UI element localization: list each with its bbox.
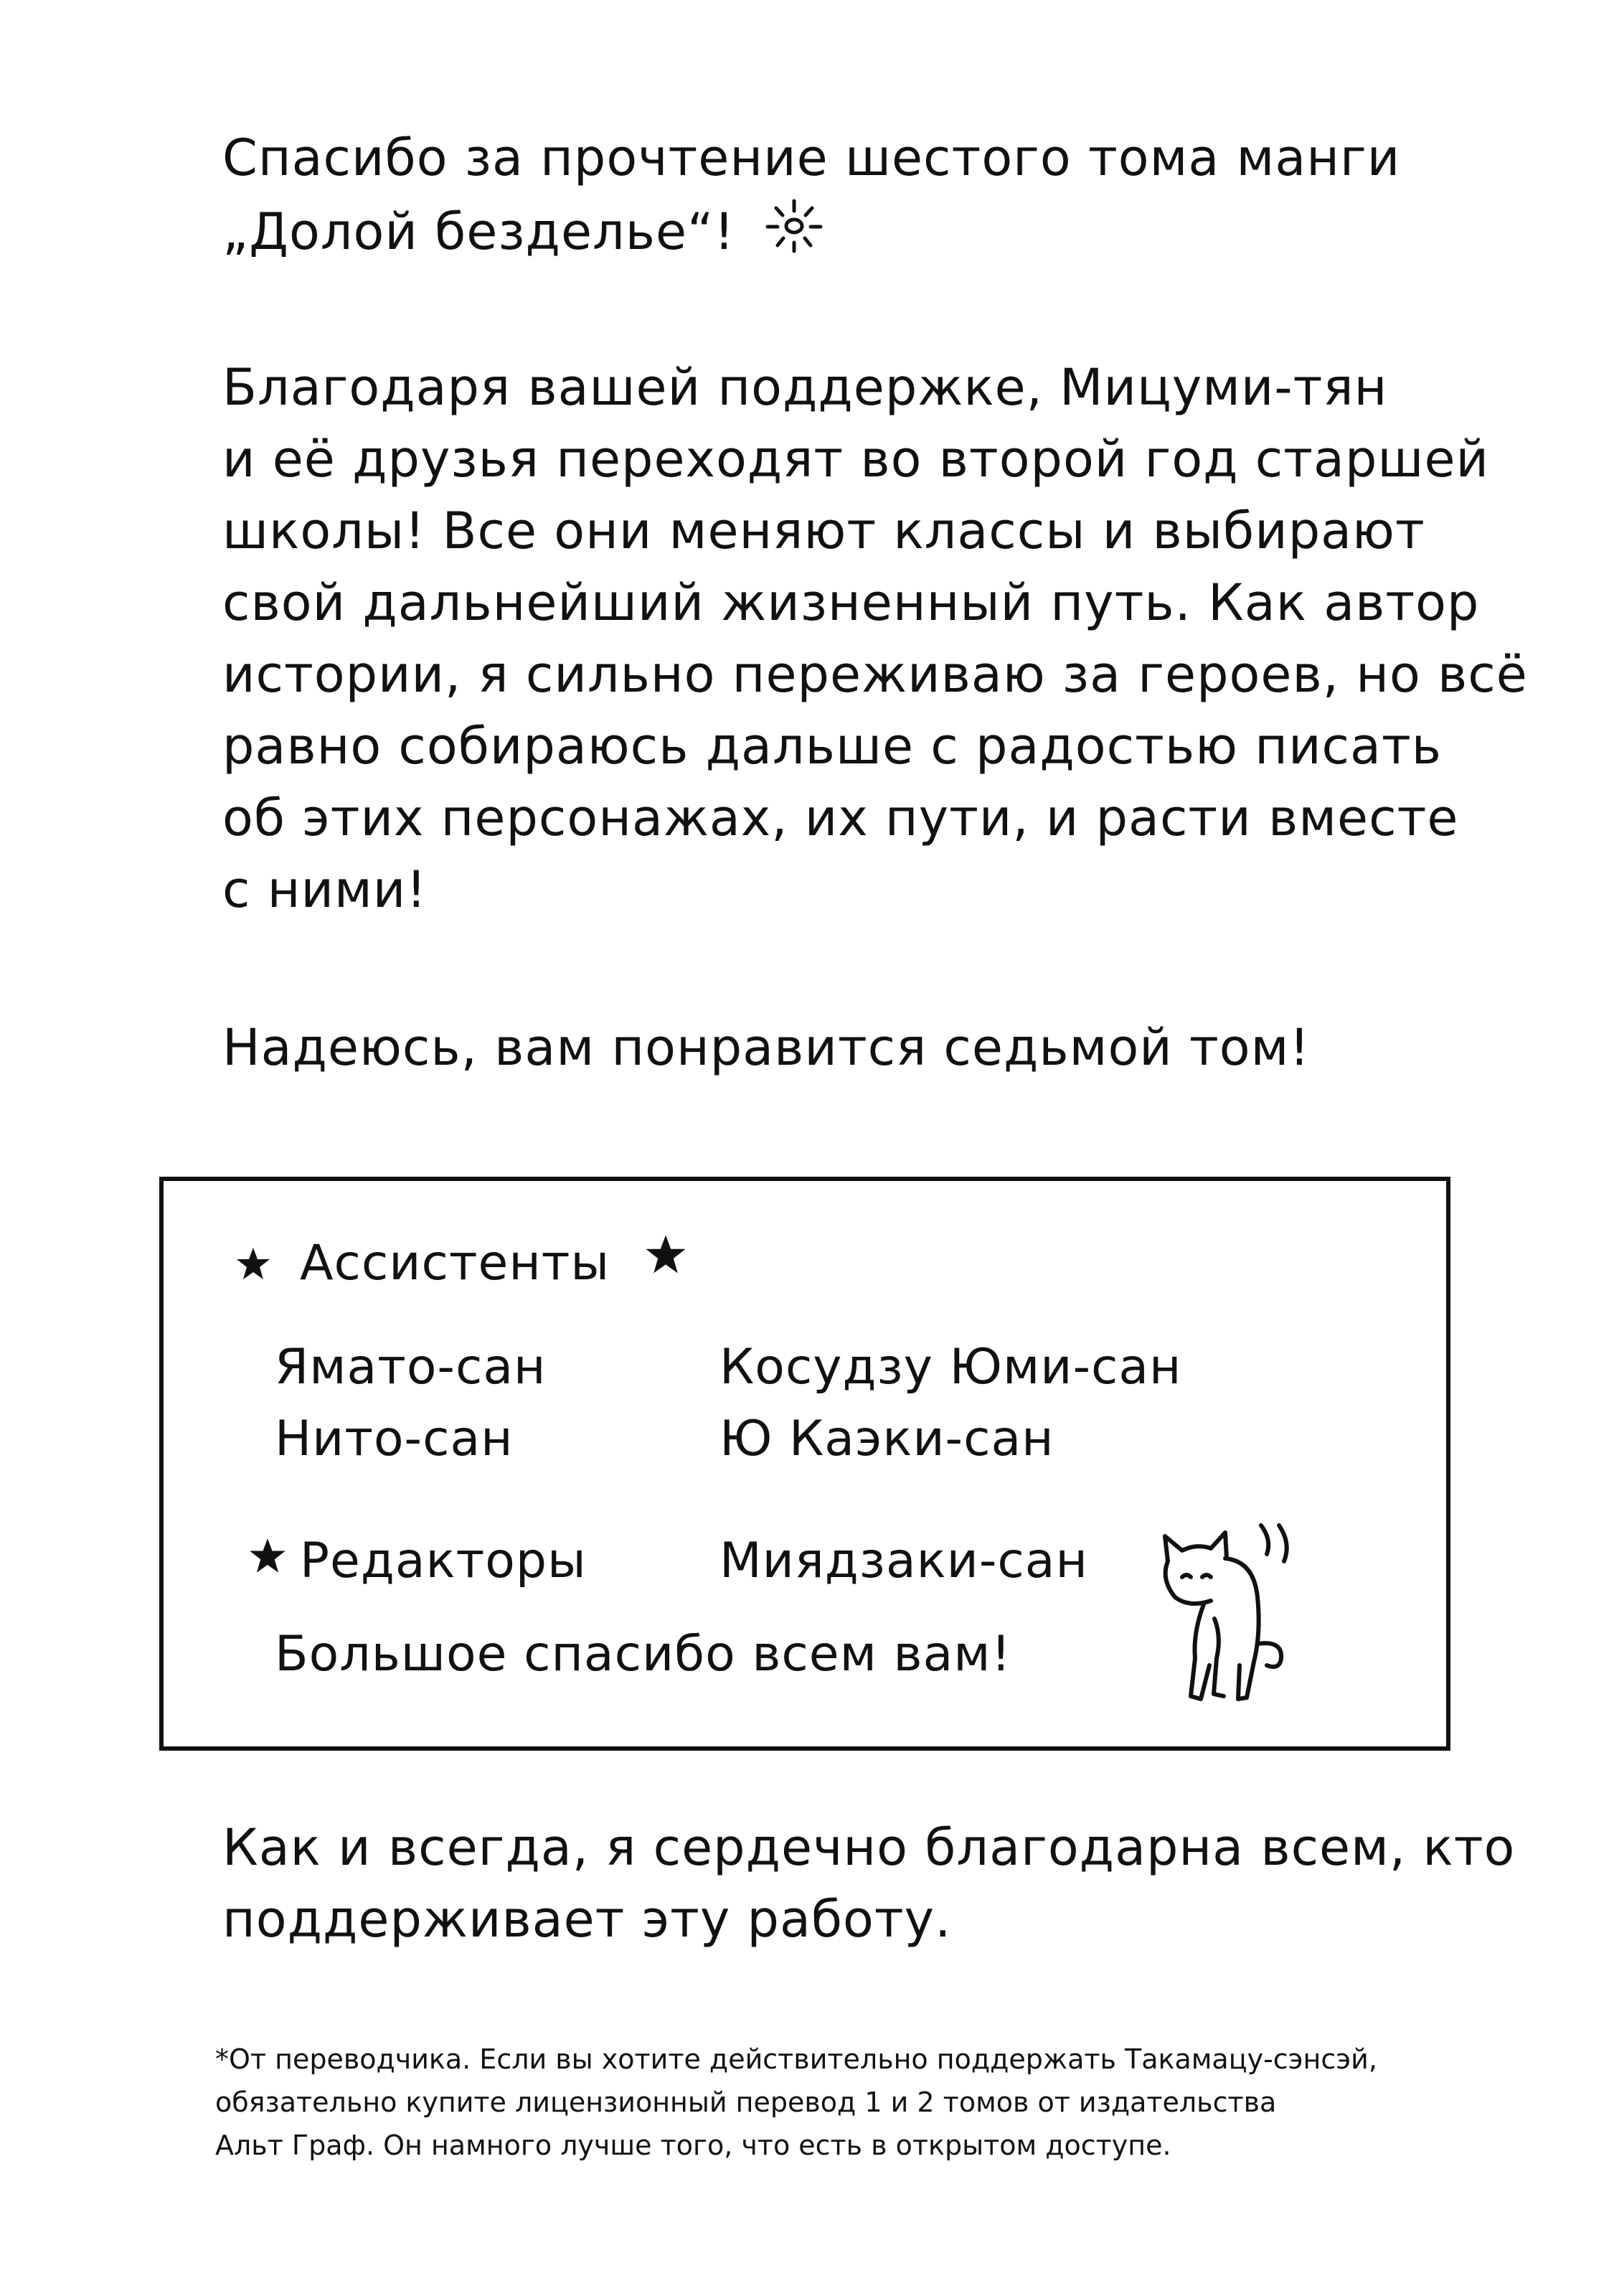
closing-line-1: Как и всегда, я сердечно благодарна всем, кто bbox=[222, 1818, 1516, 1877]
cat-doodle-icon bbox=[1139, 1511, 1311, 1729]
assistant-name: Нито-сан bbox=[275, 1411, 514, 1467]
assistant-name: Ямато-сан bbox=[275, 1339, 547, 1396]
star-icon bbox=[644, 1233, 687, 1279]
editors-heading: Редакторы bbox=[300, 1533, 587, 1589]
thanks-line: Большое спасибо всем вам! bbox=[275, 1626, 1011, 1683]
editor-name: Миядзаки-сан bbox=[719, 1533, 1088, 1589]
assistant-name: Ю Каэки-сан bbox=[719, 1411, 1054, 1467]
closing-line-2: поддерживает эту работу. bbox=[222, 1890, 952, 1949]
paragraph2-line-5: истории, я сильно переживаю за героев, но всё bbox=[222, 645, 1528, 704]
intro-line-1: Спасибо за прочтение шестого тома манги bbox=[222, 128, 1401, 187]
intro-line-2-text: „Долой безделье“! bbox=[222, 202, 735, 262]
paragraph2-line-6: равно собираюсь дальше с радостью писать bbox=[222, 717, 1442, 776]
star-icon bbox=[235, 1246, 271, 1284]
paragraph2-line-1: Благодаря вашей поддержке, Мицуми-тян bbox=[222, 358, 1388, 417]
paragraph2-line-8: с ними! bbox=[222, 860, 428, 919]
paragraph2-line-3: школы! Все они меняют классы и выбирают bbox=[222, 502, 1425, 560]
paragraph2-line-7: об этих персонажах, их пути, и расти вместе bbox=[222, 789, 1459, 847]
translator-note-line-1: *От переводчика. Если вы хотите действительно поддержать Такамацу-сэнсэй, bbox=[215, 2043, 1377, 2075]
star-icon bbox=[248, 1536, 287, 1578]
sun-sparkle-icon bbox=[762, 194, 826, 277]
translator-note-line-2: обязательно купите лицензионный перевод 1 и 2 томов от издательства bbox=[215, 2086, 1277, 2118]
translator-note-line-3: Альт Граф. Он намного лучше того, что есть в открытом доступе. bbox=[215, 2130, 1171, 2161]
paragraph2-line-2: и её друзья переходят во второй год старшей bbox=[222, 430, 1489, 489]
assistant-name: Косудзу Юми-сан bbox=[719, 1339, 1182, 1396]
intro-line-2 bbox=[222, 194, 826, 277]
paragraph3: Надеюсь, вам понравится седьмой том! bbox=[222, 1018, 1311, 1077]
paragraph2-line-4: свой дальнейший жизненный путь. Как автор bbox=[222, 573, 1480, 632]
assistants-heading: Ассистенты bbox=[300, 1235, 610, 1292]
credits-box bbox=[159, 1177, 1450, 1751]
